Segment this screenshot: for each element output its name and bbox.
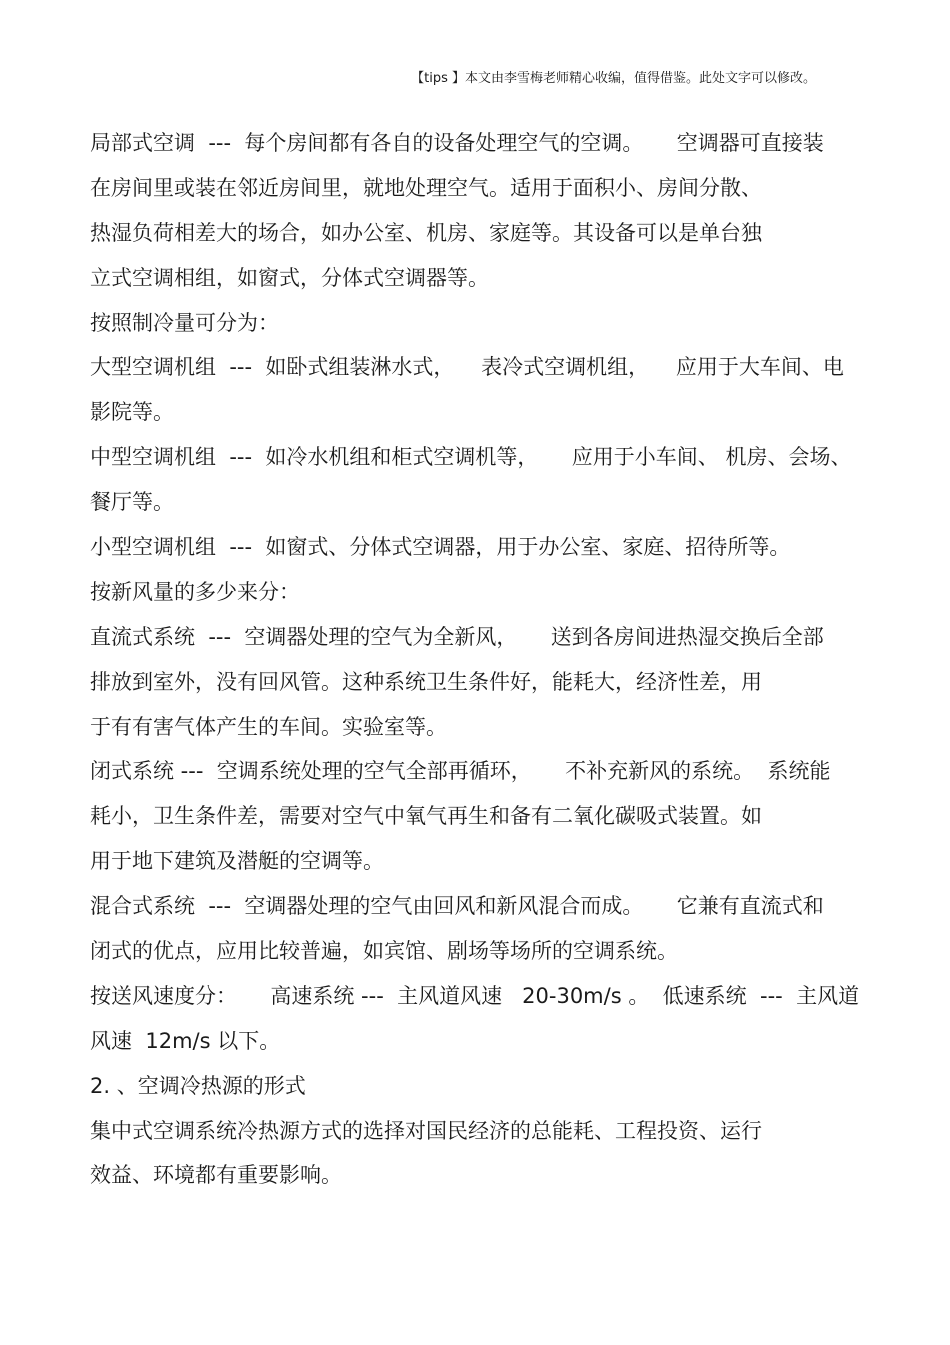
text-line: 耗小，卫生条件差，需要对空气中氧气再生和备有二氧化碳吸式装置。如 [90,804,762,829]
text-line: 中型空调机组 --- 如冷水机组和柜式空调机等， 应用于小车间、 机房、会场、 [90,445,852,470]
text-line: 2. 、空调冷热源的形式 [90,1073,306,1098]
text-line: 用于地下建筑及潜艇的空调等。 [90,849,384,874]
text-line: 小型空调机组 --- 如窗式、分体式空调器，用于办公室、家庭、招待所等。 [90,535,791,560]
text-line: 按送风速度分： 高速系统 --- 主风道风速 20-30m/s 。 低速系统 --- 主风道 [90,983,860,1008]
body-text [90,121,870,1198]
text-line: 直流式系统 --- 空调器处理的空气为全新风， 送到各房间进热湿交换后全部 [90,624,824,649]
text-line: 立式空调相组，如窗式，分体式空调器等。 [90,265,489,290]
text-line: 闭式的优点，应用比较普遍，如宾馆、剧场等场所的空调系统。 [90,939,678,964]
text-line: 餐厅等。 [90,490,174,515]
text-line: 集中式空调系统冷热源方式的选择对国民经济的总能耗、工程投资、运行 [90,1118,762,1143]
text-line: 混合式系统 --- 空调器处理的空气由回风和新风混合而成。 它兼有直流式和 [90,894,824,919]
text-line: 按照制冷量可分为： [90,310,279,335]
text-line: 按新风量的多少来分： [90,579,300,604]
text-line: 效益、环境都有重要影响。 [90,1163,342,1188]
text-line: 排放到室外，没有回风管。这种系统卫生条件好，能耗大，经济性差，用 [90,669,762,694]
text-line: 闭式系统 --- 空调系统处理的空气全部再循环， 不补充新风的系统。 系统能 [90,759,831,784]
text-line: 在房间里或装在邻近房间里，就地处理空气。适用于面积小、房间分散、 [90,175,762,200]
header-tip: 【tips 】本文由李雪梅老师精心收编，值得借鉴。此处文字可以修改。 [411,71,816,86]
text-line: 于有有害气体产生的车间。实验室等。 [90,714,447,739]
text-line: 热湿负荷相差大的场合，如办公室、机房、家庭等。其设备可以是单台独 [90,220,762,245]
text-line: 局部式空调 --- 每个房间都有各自的设备处理空气的空调。 空调器可直接装 [90,131,824,155]
text-line: 影院等。 [90,400,174,425]
text-line: 风速 12m/s 以下。 [90,1028,281,1053]
text-line: 大型空调机组 --- 如卧式组装淋水式， 表冷式空调机组， 应用于大车间、电 [90,355,844,380]
